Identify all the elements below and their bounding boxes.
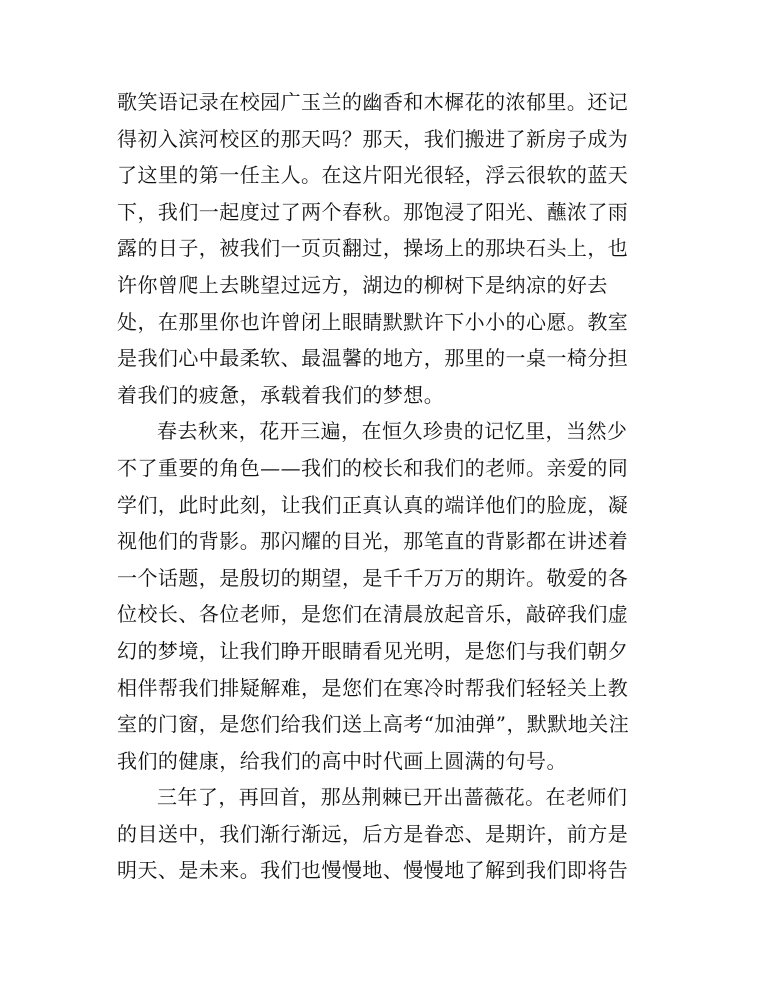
text-line: 下，我们一起度过了两个春秋。那饱浸了阳光、蘸浓了雨 <box>117 199 629 224</box>
text-line: 相伴帮我们排疑解难，是您们在寒冷时帮我们轻轻关上教 <box>117 675 629 700</box>
text-line: 的目送中，我们渐行渐远，后方是眷恋、是期许，前方是 <box>117 821 629 846</box>
document-body <box>117 84 647 889</box>
text-line: 歌笑语记录在校园广玉兰的幽香和木樨花的浓郁里。还记 <box>117 90 629 114</box>
text-line: 是我们心中最柔软、最温馨的地方，那里的一桌一椅分担 <box>117 346 629 371</box>
paragraph-start-line: 春去秋来，花开三遍，在恒久珍贵的记忆里，当然少 <box>157 419 628 444</box>
text-line: 我们的健康，给我们的高中时代画上圆满的句号。 <box>117 748 567 773</box>
text-line: 不了重要的角色——我们的校长和我们的老师。亲爱的同 <box>117 455 629 480</box>
text-line: 一个话题，是殷切的期望，是千千万万的期许。敬爱的各 <box>117 565 629 590</box>
text-line: 许你曾爬上去眺望过远方，湖边的柳树下是纳凉的好去 <box>117 272 608 297</box>
text-line: 学们，此时此刻，让我们正真认真的端详他们的脸庞，凝 <box>117 492 629 517</box>
text-line: 露的日子，被我们一页页翻过，操场上的那块石头上，也 <box>117 236 629 261</box>
text-line: 了这里的第一任主人。在这片阳光很轻，浮云很软的蓝天 <box>117 163 629 188</box>
text-line: 视他们的背影。那闪耀的目光，那笔直的背影都在讲述着 <box>117 529 629 554</box>
text-line: 明天、是未来。我们也慢慢地、慢慢地了解到我们即将告 <box>117 858 629 883</box>
text-line: 得初入滨河校区的那天吗？那天，我们搬进了新房子成为 <box>117 126 629 151</box>
text-line: 着我们的疲惫，承载着我们的梦想。 <box>117 382 445 407</box>
text-line: 处，在那里你也许曾闭上眼睛默默许下小小的心愿。教室 <box>117 309 629 334</box>
text-line: 位校长、各位老师，是您们在清晨放起音乐，敲碎我们虚 <box>117 602 629 627</box>
paragraph-start-line: 三年了，再回首，那丛荆棘已开出蔷薇花。在老师们 <box>157 785 628 810</box>
text-line: 幻的梦境，让我们睁开眼睛看见光明，是您们与我们朝夕 <box>117 638 629 663</box>
text-line: 室的门窗，是您们给我们送上高考“加油弹”，默默地关注 <box>117 712 630 737</box>
